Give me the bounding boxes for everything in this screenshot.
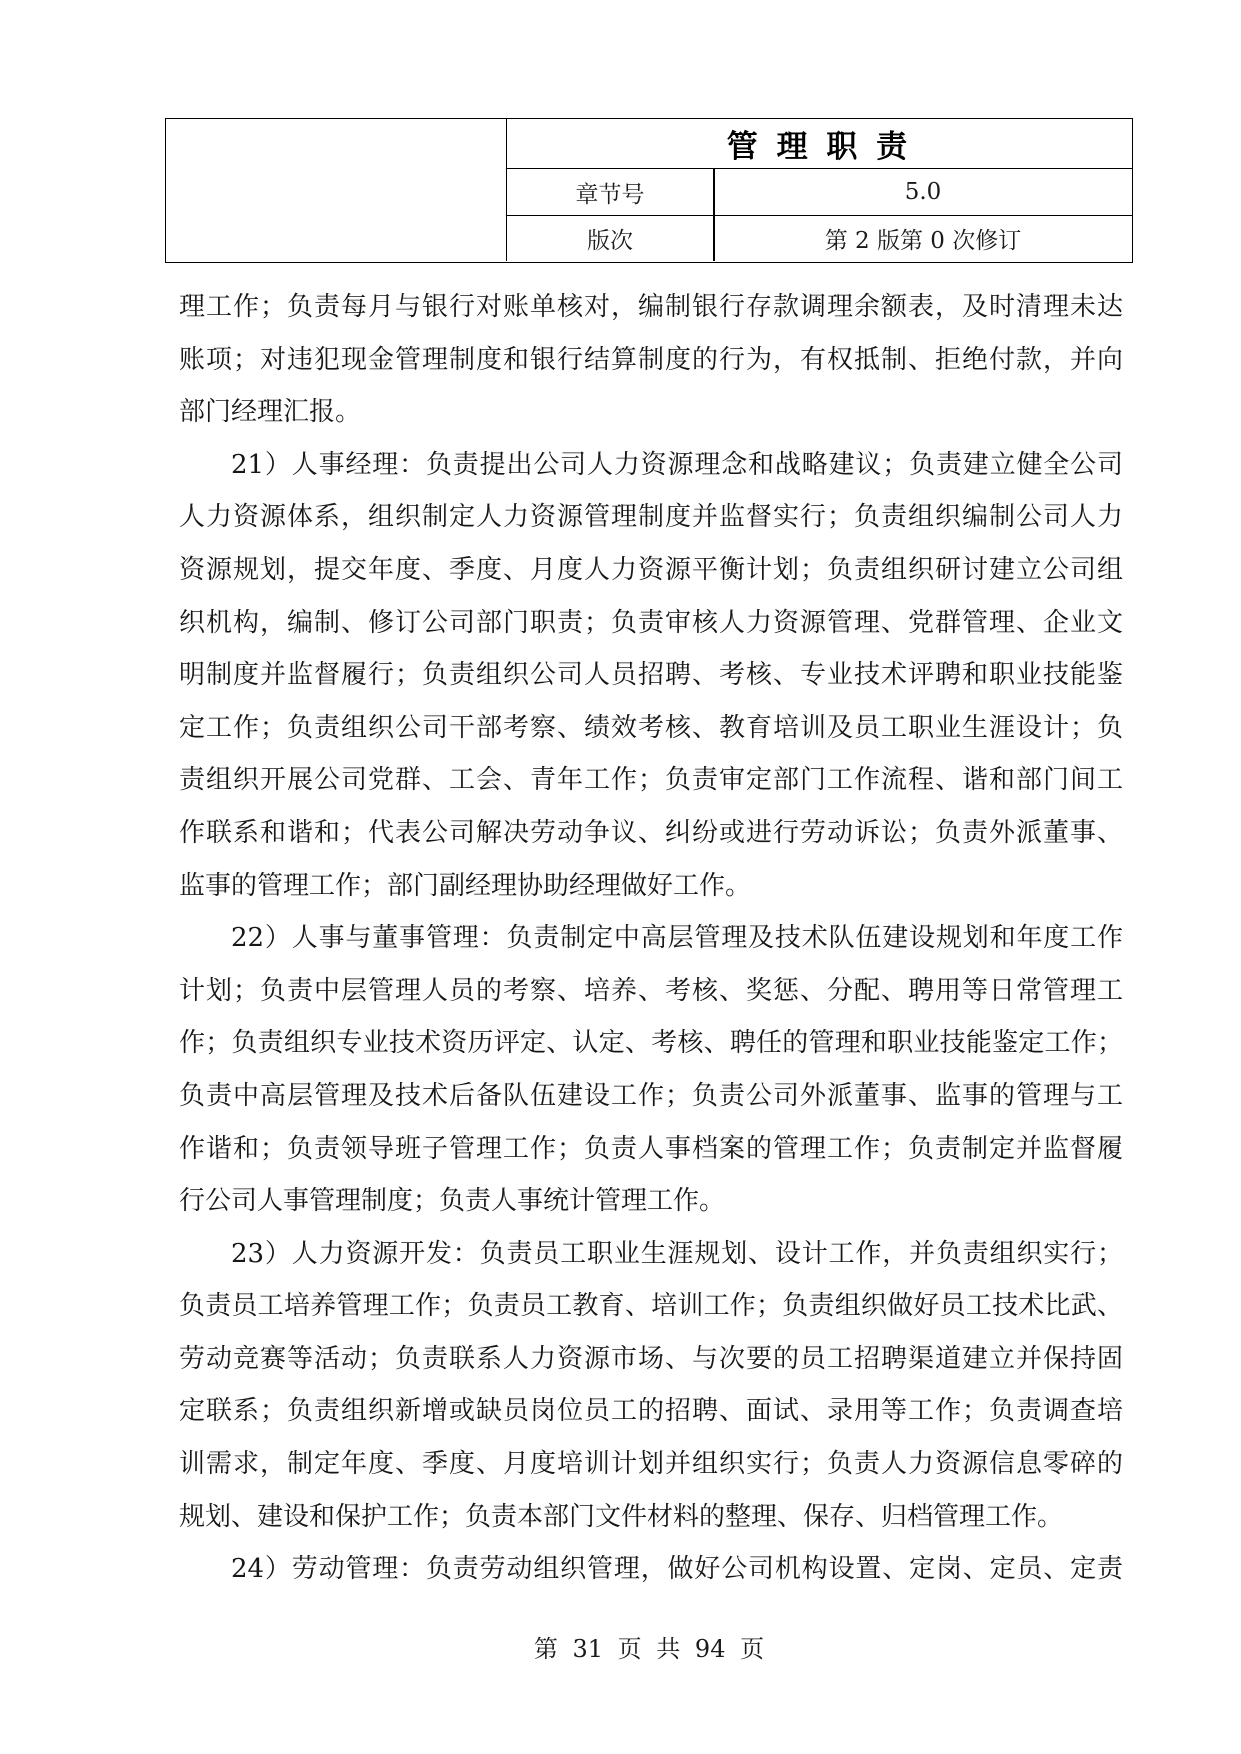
text-line: 责组织开展公司党群、工会、青年工作；负责审定部门工作流程、谐和部门间工: [179, 765, 1123, 796]
document-title: 管 理 职 责: [726, 129, 912, 165]
text-line: 负责中高层管理及技术后备队伍建设工作；负责公司外派董事、监事的管理与工: [179, 1080, 1123, 1111]
text-line: 监事的管理工作；部门副经理协助经理做好工作。: [179, 870, 752, 901]
text-line: 训需求，制定年度、季度、月度培训计划并组织实行；负责人力资源信息零碎的: [179, 1449, 1123, 1480]
page-number-footer: 第 31 页 共 94 页: [533, 1635, 765, 1663]
edition-label: 版次: [587, 228, 633, 254]
text-line: 作；负责组织专业技术资历评定、认定、考核、聘任的管理和职业技能鉴定工作；: [179, 1028, 1123, 1059]
table-divider: [506, 215, 1132, 217]
text-line: 理工作；负责每月与银行对账单核对，编制银行存款调理余额表，及时清理未达: [179, 292, 1123, 322]
text-line: 21）人事经理：负责提出公司人力资源理念和战略建议；负责建立健全公司: [231, 449, 1123, 480]
text-line: 明制度并监督履行；负责组织公司人员招聘、考核、专业技术评聘和职业技能鉴: [179, 660, 1123, 691]
chapter-label: 章节号: [575, 181, 645, 208]
body-text: [179, 281, 1123, 1596]
text-line: 资源规划，提交年度、季度、月度人力资源平衡计划；负责组织研讨建立公司组: [179, 554, 1123, 585]
text-line: 定工作；负责组织公司干部考察、绩效考核、教育培训及员工职业生涯设计；负: [179, 712, 1123, 743]
text-line: 劳动竞赛等活动；负责联系人力资源市场、与次要的员工招聘渠道建立并保持固: [179, 1343, 1123, 1374]
text-line: 人力资源体系，组织制定人力资源管理制度并监督实行；负责组织编制公司人力: [179, 502, 1123, 533]
paragraph: [179, 1228, 1123, 1544]
paragraph: [179, 912, 1123, 1228]
text-line: 账项；对违犯现金管理制度和银行结算制度的行为，有权抵制、拒绝付款，并向: [179, 344, 1123, 375]
text-line: 24）劳动管理：负责劳动组织管理，做好公司机构设置、定岗、定员、定责: [231, 1554, 1123, 1585]
paragraph: [179, 439, 1123, 912]
text-line: 作联系和谐和；代表公司解决劳动争议、纠纷或进行劳动诉讼；负责外派董事、: [179, 817, 1123, 848]
text-line: 部门经理汇报。: [179, 397, 362, 428]
paragraph: [179, 1543, 1123, 1596]
text-line: 22）人事与董事管理：负责制定中高层管理及技术队伍建设规划和年度工作: [231, 923, 1123, 954]
text-line: 负责员工培养管理工作；负责员工教育、培训工作；负责组织做好员工技术比武、: [179, 1291, 1123, 1322]
table-divider: [506, 119, 508, 261]
text-line: 行公司人事管理制度；负责人事统计管理工作。: [179, 1186, 726, 1217]
text-line: 定联系；负责组织新增或缺员岗位员工的招聘、面试、录用等工作；负责调查培: [179, 1396, 1123, 1427]
document-header-table: [165, 118, 1133, 263]
text-line: 织机构，编制、修订公司部门职责；负责审核人力资源管理、党群管理、企业文: [179, 607, 1123, 638]
text-line: 作谐和；负责领导班子管理工作；负责人事档案的管理工作；负责制定并监督履: [179, 1133, 1123, 1164]
text-line: 规划、建设和保护工作；负责本部门文件材料的整理、保存、归档管理工作。: [179, 1501, 1064, 1532]
header-logo-cell: [166, 119, 506, 261]
chapter-value: 5.0: [904, 179, 942, 205]
table-divider: [506, 168, 1132, 170]
edition-value: 第 2 版第 0 次修订: [824, 228, 1022, 254]
text-line: 计划；负责中层管理人员的考察、培养、考核、奖惩、分配、聘用等日常管理工: [179, 975, 1123, 1006]
text-line: 23）人力资源开发：负责员工职业生涯规划、设计工作，并负责组织实行；: [231, 1238, 1123, 1269]
paragraph: [179, 281, 1123, 439]
